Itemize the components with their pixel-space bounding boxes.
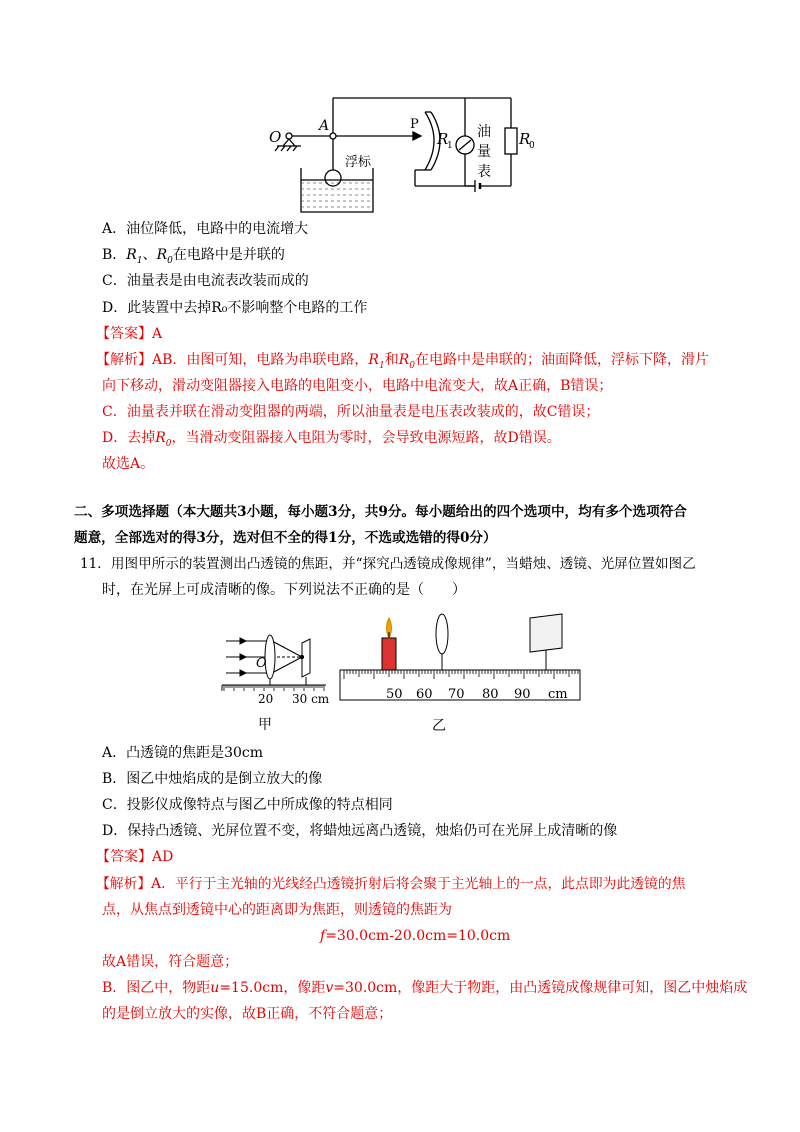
q11-exp4-v: v (325, 980, 334, 996)
fig1-label-R1: R (437, 130, 449, 148)
q11-option-c: C．投影仪成像特点与图乙中所成像的特点相同 (102, 797, 393, 813)
q10-exp4-a: D．去掉 (102, 430, 156, 446)
q11-formula-rest: =30.0cm-20.0cm=10.0cm (325, 928, 511, 944)
q11-formula (320, 926, 510, 946)
q11-option-b: B．图乙中烛焰成的是倒立放大的像 (102, 771, 323, 787)
q10-explanation-line-4 (102, 428, 561, 454)
q11-explanation-line-4 (102, 978, 747, 998)
fig-yi-unit-cm: cm (548, 687, 568, 702)
fig-yi-caption: 乙 (432, 718, 446, 734)
fig-jia-caption: 甲 (258, 717, 272, 733)
q10-option-a: A．油位降低，电路中的电流增大 (102, 221, 309, 237)
q10-explanation-line-5: 故选A。 (102, 456, 155, 472)
fig-jia-tick-30: 30 cm (292, 692, 330, 706)
fig1-label-R1-sub: 1 (447, 141, 453, 151)
q11-exp4-c: =30.0cm，像距大于物距，由凸透镜成像规律可知，图乙中烛焰成 (333, 980, 748, 996)
q10-exp1-b: 在电路中是串联的；油面降低，浮标下降，滑片 (414, 352, 709, 368)
q10-exp4-r0-sub: 0 (165, 438, 172, 449)
q10-option-b-r0: R (156, 247, 168, 263)
q11-explanation-line-3: 故A错误，符合题意； (102, 954, 239, 970)
q11-exp4-b: =15.0cm，像距 (219, 980, 326, 996)
q11-explanation-line-5: 的是倒立放大的实像，故B正确，不符合题意； (102, 1006, 393, 1022)
q11-option-d: D．保持凸透镜、光屏位置不变，将蜡烛远离凸透镜，烛焰仍可在光屏上成清晰的像 (102, 823, 618, 839)
fig1-label-P: P (410, 117, 419, 132)
figure-jia-focal-length (220, 625, 330, 735)
q11-exp4-u: u (210, 980, 220, 996)
fig-jia-label-O: O (256, 656, 267, 671)
fig-yi-tick-60: 60 (416, 687, 433, 702)
q10-exp4-b: ，当滑动变阻器接入电阻为零时，会导致电源短路，故D错误。 (171, 430, 561, 446)
oil-gauge-circuit-figure (265, 90, 545, 220)
section2-header-line-2: 题意，全部选对的得3分，选对但不全的得1分，不选或选错的得0分） (74, 530, 497, 546)
q10-explanation-line-3: C．油量表并联在滑动变阻器的两端，所以油量表是电压表改装成的，故C错误； (102, 404, 600, 420)
q10-explanation-line-1 (96, 350, 709, 376)
fig1-label-A: A (319, 118, 330, 134)
fig1-label-float: 浮标 (345, 155, 372, 170)
fig1-gauge-label-3: 表 (477, 164, 491, 180)
q10-option-b-r1-sub: 1 (136, 255, 143, 266)
q10-option-b-r0-sub: 0 (167, 255, 173, 266)
q10-exp1-and: 和 (384, 352, 399, 368)
q10-exp1-r1-sub: 1 (378, 360, 385, 371)
q11-stem-line-1: 11．用图甲所示的装置测出凸透镜的焦距，并“探究凸透镜成像规律”，当蜡烛、透镜、光屏位置如图乙 (80, 556, 696, 572)
q11-exp4-a: B．图乙中，物距 (102, 980, 211, 996)
q11-option-a: A．凸透镜的焦距是30cm (102, 745, 264, 761)
q10-option-b (102, 245, 285, 271)
q11-formula-f: f (320, 928, 326, 944)
fig1-label-R0: R (519, 130, 531, 148)
q11-answer: 【答案】AD (96, 849, 174, 865)
fig1-gauge-label-1: 油 (477, 124, 491, 140)
q10-exp1-a: 【解析】AB．由图可知，电路为串联电路， (96, 352, 369, 368)
q10-option-c: C．油量表是由电流表改装而成的 (102, 273, 309, 289)
q10-exp1-r1: R (368, 352, 379, 368)
fig1-gauge-label-2: 量 (477, 144, 491, 160)
q11-explanation-line-2: 点，从焦点到透镜中心的距离即为焦距，则透镜的焦距为 (102, 902, 452, 918)
fig-yi-tick-50: 50 (386, 687, 403, 702)
fig1-label-R0-sub: 0 (529, 141, 535, 151)
fig1-label-O: O (269, 128, 282, 146)
q10-exp1-r0-sub: 0 (409, 360, 415, 371)
q10-option-d: D．此装置中去掉R₀不影响整个电路的工作 (102, 300, 368, 316)
fig-jia-tick-20: 20 (258, 692, 274, 706)
q11-stem-line-2: 时，在光屏上可成清晰的像。下列说法不正确的是（ ） (102, 582, 466, 598)
q10-explanation-line-2: 向下移动，滑动变阻器接入电路的电阻变小，电路中电流变大，故A正确，B错误； (102, 378, 613, 394)
figure-yi-optical-bench (336, 612, 586, 742)
q10-option-b-prefix: B． (102, 247, 127, 263)
fig-yi-tick-80: 80 (482, 687, 499, 702)
q10-answer: 【答案】A (96, 326, 163, 342)
q11-explanation-line-1: 【解析】A．平行于主光轴的光线经凸透镜折射后将会聚于主光轴上的一点，此点即为此透镜的焦 (96, 876, 686, 892)
fig-yi-tick-90: 90 (514, 687, 531, 702)
q10-option-b-text: 在电路中是并联的 (172, 247, 285, 263)
section2-header-line-1: 二、多项选择题（本大题共3小题，每小题3分，共9分。每小题给出的四个选项中，均有多个选项符合 (74, 504, 687, 520)
q10-exp1-r0: R (398, 352, 410, 368)
q10-option-b-r1: R (126, 247, 137, 263)
q10-option-b-sep: 、 (142, 247, 157, 263)
q10-exp4-r0: R (155, 430, 166, 446)
fig-yi-tick-70: 70 (448, 687, 465, 702)
